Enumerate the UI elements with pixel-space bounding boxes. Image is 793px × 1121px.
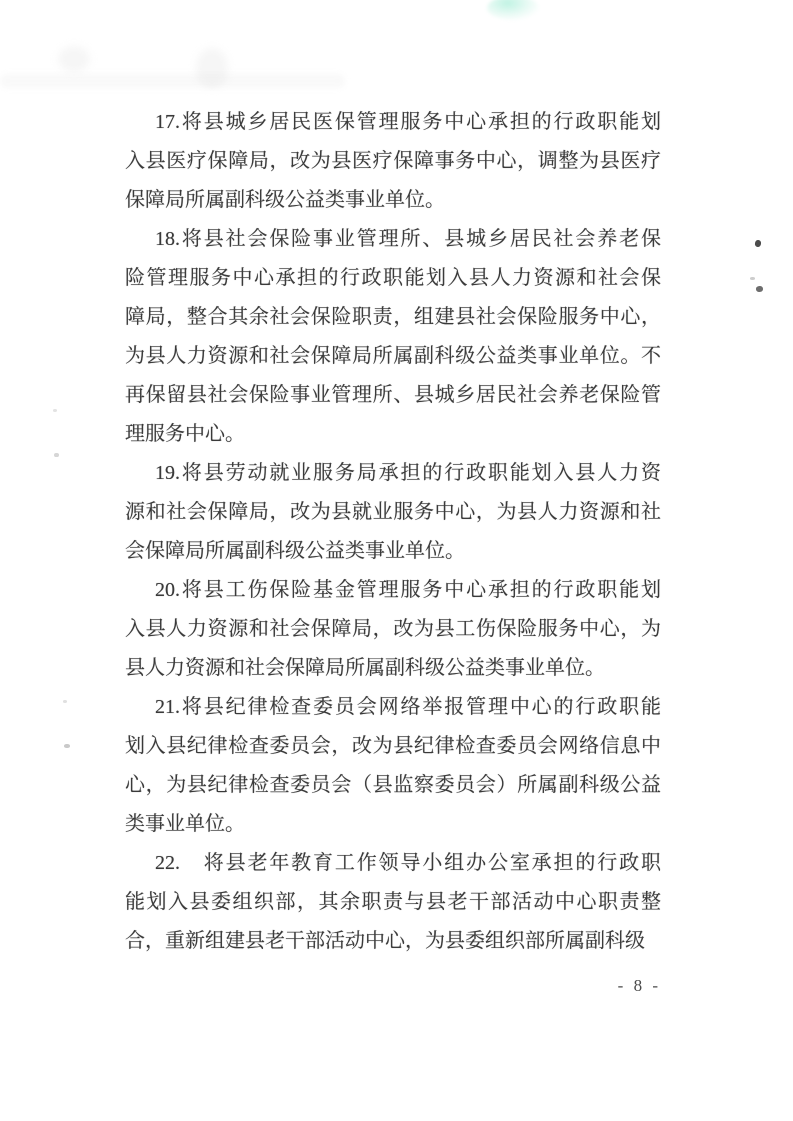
text-line: 18.将县社会保险事业管理所、县城乡居民社会养老保 bbox=[155, 228, 661, 250]
text-line: 能划入县委组织部，其余职责与县老干部活动中心职责整 bbox=[125, 891, 661, 913]
scan-speck bbox=[750, 277, 755, 280]
document-body bbox=[125, 103, 661, 961]
text-line: 会保障局所属副科级公益类事业单位。 bbox=[125, 540, 465, 562]
text-line: 障局，整合其余社会保险职责，组建县社会保险服务中心， bbox=[125, 306, 661, 328]
scan-smudge bbox=[58, 46, 90, 72]
paragraph-22 bbox=[125, 844, 661, 961]
text-line: 17.将县城乡居民医保管理服务中心承担的行政职能划 bbox=[155, 111, 661, 133]
text-line: 险管理服务中心承担的行政职能划入县人力资源和社会保 bbox=[125, 267, 661, 289]
text-line: 为县人力资源和社会保障局所属副科级公益类事业单位。不 bbox=[125, 345, 661, 367]
text-line: 19.将县劳动就业服务局承担的行政职能划入县人力资 bbox=[155, 462, 661, 484]
scan-speck bbox=[754, 239, 761, 247]
page-number: - 8 - bbox=[617, 976, 661, 995]
text-line: 合，重新组建县老干部活动中心，为县委组织部所属副科级 bbox=[125, 930, 645, 952]
text-line: 县人力资源和社会保障局所属副科级公益类事业单位。 bbox=[125, 657, 605, 679]
scan-speck bbox=[53, 409, 57, 412]
text-line: 划入县纪律检查委员会，改为县纪律检查委员会网络信息中 bbox=[125, 735, 661, 757]
text-line: 入县医疗保障局，改为县医疗保障事务中心，调整为县医疗 bbox=[125, 150, 661, 172]
scan-smudge-teal bbox=[487, 0, 539, 20]
paragraph-17 bbox=[125, 103, 661, 220]
scan-smudge bbox=[0, 74, 345, 88]
paragraph-21 bbox=[125, 688, 661, 844]
text-line: 再保留县社会保险事业管理所、县城乡居民社会养老保险管 bbox=[125, 384, 661, 406]
text-line: 保障局所属副科级公益类事业单位。 bbox=[125, 189, 445, 211]
scan-speck bbox=[756, 286, 764, 293]
text-line: 源和社会保障局，改为县就业服务中心，为县人力资源和社 bbox=[125, 501, 661, 523]
paragraph-20 bbox=[125, 571, 661, 688]
paragraph-19 bbox=[125, 454, 661, 571]
scan-speck bbox=[63, 700, 67, 703]
text-line: 20.将县工伤保险基金管理服务中心承担的行政职能划 bbox=[155, 579, 661, 601]
scan-speck bbox=[64, 744, 70, 748]
scan-speck bbox=[54, 453, 59, 457]
text-line: 理服务中心。 bbox=[125, 423, 245, 445]
text-line: 类事业单位。 bbox=[125, 813, 245, 835]
text-line: 入县人力资源和社会保障局，改为县工伤保险服务中心，为 bbox=[125, 618, 661, 640]
paragraph-18 bbox=[125, 220, 661, 454]
text-line: 21.将县纪律检查委员会网络举报管理中心的行政职能 bbox=[155, 696, 661, 718]
text-line: 心，为县纪律检查委员会（县监察委员会）所属副科级公益 bbox=[125, 774, 661, 796]
text-line: 22. 将县老年教育工作领导小组办公室承担的行政职 bbox=[155, 852, 661, 874]
